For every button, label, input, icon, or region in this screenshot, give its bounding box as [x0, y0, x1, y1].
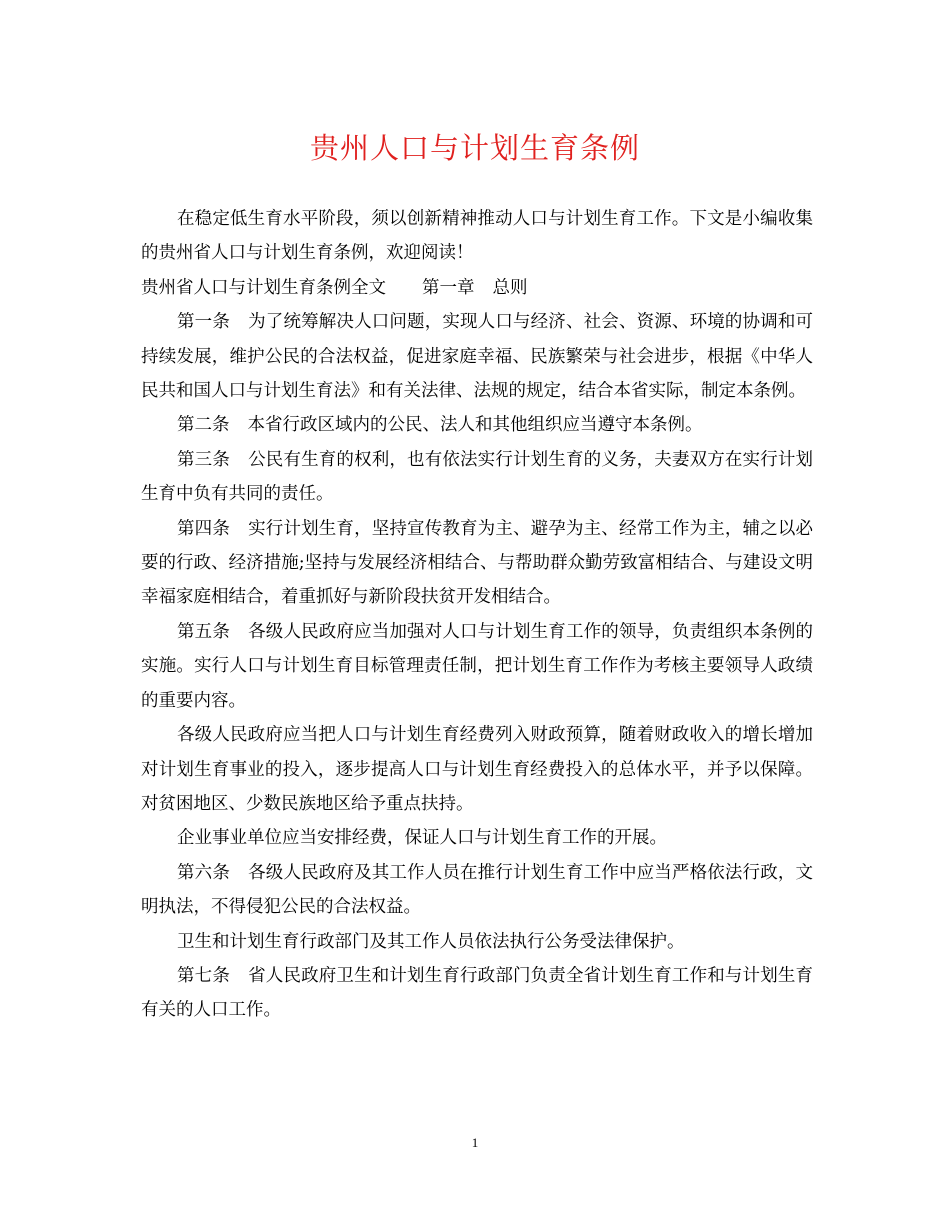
document-body: [141, 202, 813, 1028]
body-paragraph: 卫生和计划生育行政部门及其工作人员依法执行公务受法律保护。: [177, 931, 685, 952]
chapter-number: 第一章: [422, 277, 475, 298]
chapter-name: 总则: [492, 277, 528, 298]
article-text: 省人民政府卫生和计划生育行政部门负责全省计划生育工作和与计划生育有关的人口工作。: [141, 965, 814, 1021]
article-label: 第二条: [177, 415, 230, 436]
article-paragraph: [141, 959, 813, 1028]
document-title: 贵州人口与计划生育条例: [309, 131, 640, 165]
article-text: 为了统筹解决人口问题，实现人口与经济、社会、资源、环境的协调和可持续发展，维护公民的合法权益，促进家庭幸福、民族繁荣与社会进步，根据《中华人民共和国人口与计划生育法》和有关法律、法规的规定，结合本省实际，制定本条例。: [141, 312, 814, 402]
article-paragraph: [141, 856, 813, 925]
page-number: 1: [471, 1135, 479, 1150]
article-paragraph: [141, 443, 813, 512]
article-text: 各级人民政府及其工作人员在推行计划生育工作中应当严格依法行政，文明执法，不得侵犯公民的合法权益。: [141, 862, 814, 918]
article-label: 第四条: [177, 518, 230, 539]
section-heading: [141, 271, 813, 305]
article-paragraph: [141, 512, 813, 615]
body-paragraph: 企业事业单位应当安排经费，保证人口与计划生育工作的开展。: [177, 828, 667, 849]
article-label: 第六条: [177, 862, 230, 883]
article-label: 第七条: [177, 965, 230, 986]
article-paragraph: [141, 305, 813, 408]
article-text: 公民有生育的权利，也有依法实行计划生育的义务，夫妻双方在实行计划生育中负有共同的责任。: [141, 449, 814, 505]
article-label: 第一条: [177, 312, 230, 333]
article-text: 实行计划生育，坚持宣传教育为主、避孕为主、经常工作为主，辅之以必要的行政、经济措施;坚持与发展经济相结合、与帮助群众勤劳致富相结合、与建设文明幸福家庭相结合，着重抓好与新阶段扶贫开发相结合。: [141, 518, 814, 608]
heading-left: 贵州省人口与计划生育条例全文: [141, 277, 386, 298]
intro-paragraph: 在稳定低生育水平阶段，须以创新精神推动人口与计划生育工作。下文是小编收集的贵州省人口与计划生育条例，欢迎阅读！: [141, 209, 813, 264]
article-paragraph: [141, 615, 813, 718]
article-label: 第三条: [177, 449, 230, 470]
article-text: 本省行政区域内的公民、法人和其他组织应当遵守本条例。: [247, 415, 703, 436]
article-label: 第五条: [177, 621, 230, 642]
article-paragraph: [141, 408, 813, 442]
body-paragraph: 各级人民政府应当把人口与计划生育经费列入财政预算，随着财政收入的增长增加对计划生育事业的投入，逐步提高人口与计划生育经费投入的总体水平，并予以保障。对贫困地区、少数民族地区给予重点扶持。: [141, 725, 813, 814]
article-text: 各级人民政府应当加强对人口与计划生育工作的领导，负责组织本条例的实施。实行人口与计划生育目标管理责任制，把计划生育工作作为考核主要领导人政绩的重要内容。: [141, 621, 814, 711]
